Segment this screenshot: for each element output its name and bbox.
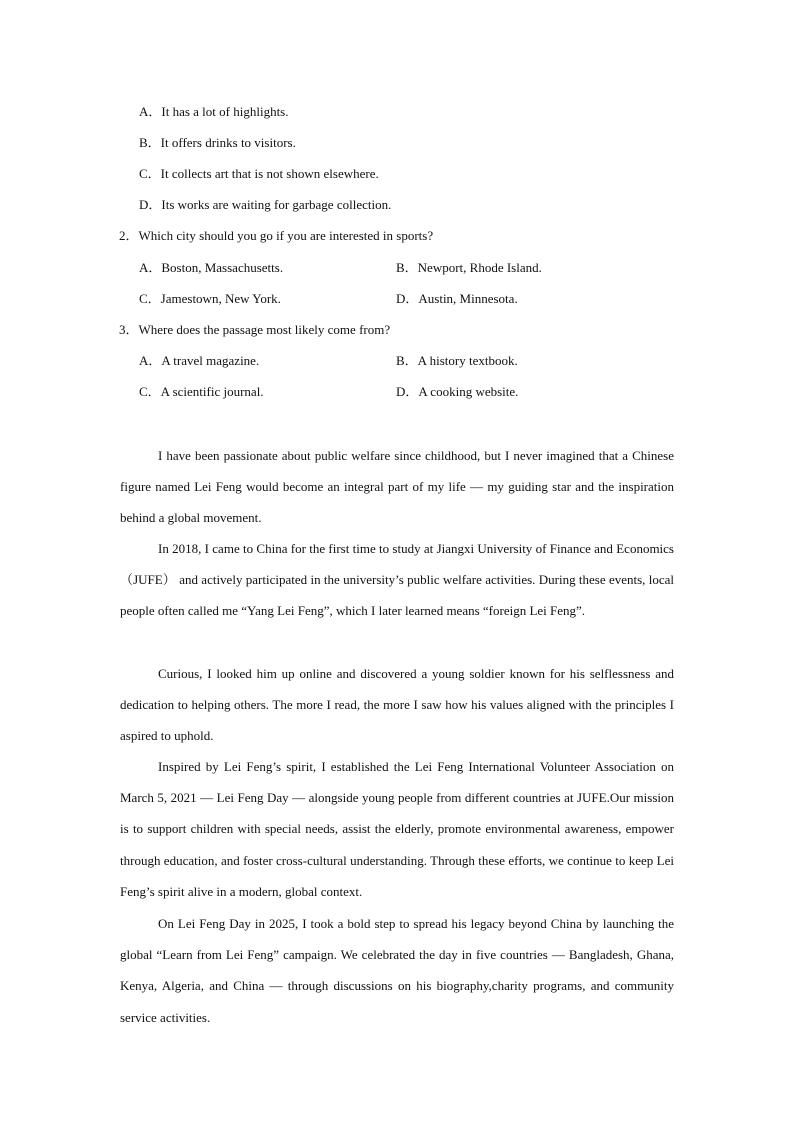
- q1-option-a: A．It has a lot of highlights.: [139, 104, 289, 119]
- q2-option-b: B．Newport, Rhode Island.: [396, 260, 542, 275]
- q3-option-d: D．A cooking website.: [396, 384, 519, 399]
- passage-paragraph-5: On Lei Feng Day in 2025, I took a bold step to spread his legacy beyond China by launching the global “Learn from Lei Feng” campaign. We celebrated the day in five countries — Bangladesh, Ghana, Kenya, Algeria, and China — through discussions on his biography,charity programs, and community service activities.: [120, 916, 674, 1025]
- q2-question: 2．Which city should you go if you are interested in sports?: [119, 228, 434, 243]
- q2-option-a: A．Boston, Massachusetts.: [139, 260, 284, 275]
- passage-paragraph-1: I have been passionate about public welfare since childhood, but I never imagined that a Chinese figure named Lei Feng would become an integral part of my life — my guiding star and the inspiration behind a global movement.: [120, 448, 674, 526]
- q3-option-a: A．A travel magazine.: [139, 353, 260, 368]
- q2-option-d: D．Austin, Minnesota.: [396, 291, 518, 306]
- q1-option-b: B．It offers drinks to visitors.: [139, 135, 296, 150]
- q3-option-b: B．A history textbook.: [396, 353, 518, 368]
- q3-option-c: C．A scientific journal.: [139, 384, 264, 399]
- q1-option-c: C．It collects art that is not shown elsewhere.: [139, 166, 379, 181]
- q2-option-c: C．Jamestown, New York.: [139, 291, 281, 306]
- passage-paragraph-3: Curious, I looked him up online and discovered a young soldier known for his selflessness and dedication to helping others. The more I read, the more I saw how his values aligned with the principles I aspired to uphold.: [120, 666, 674, 744]
- passage-paragraph-2: In 2018, I came to China for the first time to study at Jiangxi University of Finance and Economics （JUFE） and actively participated in the university’s public welfare activities. During these events, local people often called me “Yang Lei Feng”, which I later learned means “foreign Lei Feng”.: [120, 541, 674, 619]
- q3-question: 3．Where does the passage most likely come from?: [119, 322, 391, 337]
- q1-option-d: D．Its works are waiting for garbage collection.: [139, 197, 392, 212]
- passage-paragraph-4: Inspired by Lei Feng’s spirit, I established the Lei Feng International Volunteer Association on March 5, 2021 — Lei Feng Day — alongside young people from different countries at JUFE.Our mission is to support children with special needs, assist the elderly, promote environmental awareness, empower through education, and foster cross-cultural understanding. Through these efforts, we continue to keep Lei Feng’s spirit alive in a modern, global context.: [120, 759, 674, 899]
